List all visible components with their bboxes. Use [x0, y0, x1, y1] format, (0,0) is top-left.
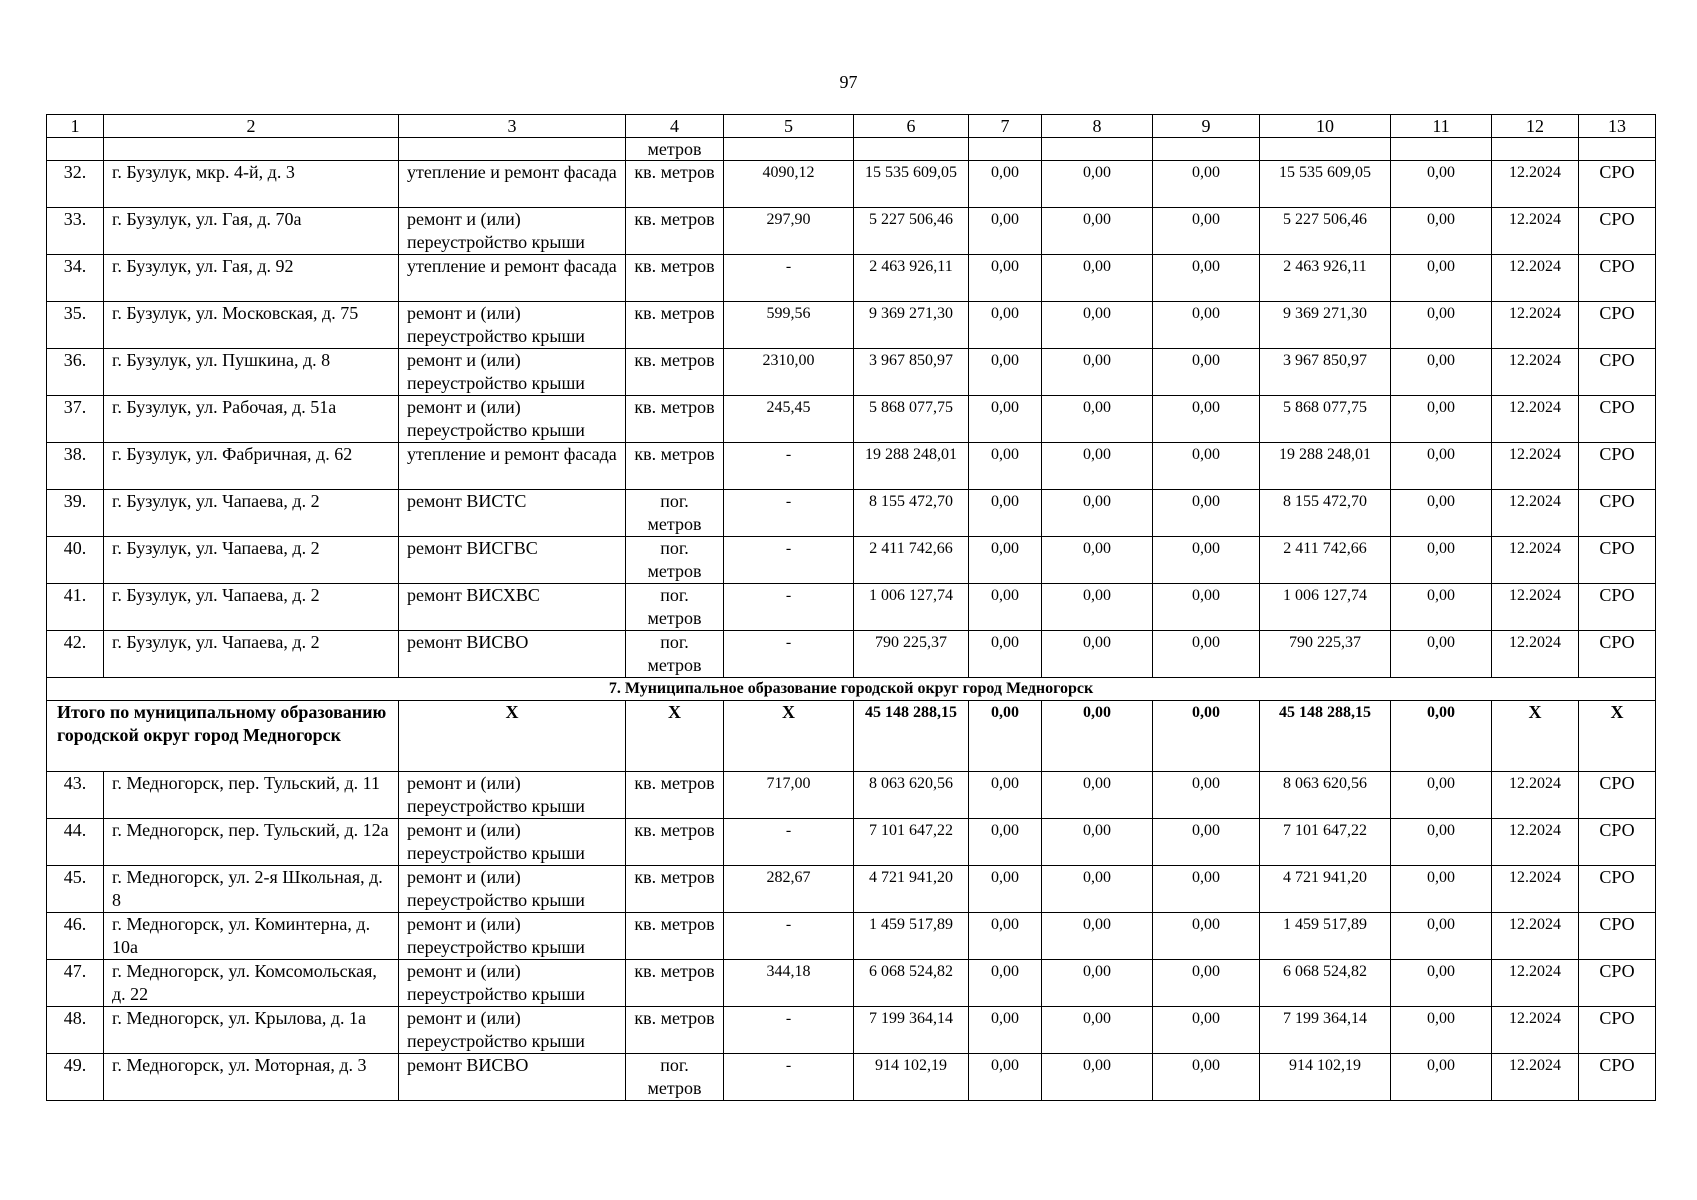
method-cell: СРО — [1579, 1007, 1656, 1054]
area-cell: - — [724, 631, 854, 678]
fund-cost-cell: 8 155 472,70 — [1260, 490, 1391, 537]
fund-cost-cell: 2 463 926,11 — [1260, 255, 1391, 302]
header-cell: 4 — [626, 115, 724, 138]
value-cell: 0,00 — [1391, 913, 1492, 960]
address-cell: г. Бузулук, ул. Пушкина, д. 8 — [104, 349, 399, 396]
fund-cost-cell: 3 967 850,97 — [1260, 349, 1391, 396]
total-cost-cell: 7 101 647,22 — [854, 819, 969, 866]
area-cell: 599,56 — [724, 302, 854, 349]
value-cell: 0,00 — [1042, 490, 1153, 537]
value-cell: 0,00 — [1042, 772, 1153, 819]
method-cell: СРО — [1579, 443, 1656, 490]
unit-cell: кв. метров — [626, 349, 724, 396]
area-cell: - — [724, 1054, 854, 1101]
value-cell: 0,00 — [1042, 631, 1153, 678]
value-cell: 0,00 — [1153, 537, 1260, 584]
unit-cell: кв. метров — [626, 208, 724, 255]
unit-cell: кв. метров — [626, 255, 724, 302]
fund-cost-cell: 1 006 127,74 — [1260, 584, 1391, 631]
area-cell: - — [724, 255, 854, 302]
value-cell: 0,00 — [969, 349, 1042, 396]
total-value-cell: 0,00 — [969, 701, 1042, 772]
header-cell: 11 — [1391, 115, 1492, 138]
table-row — [47, 302, 1656, 349]
total-x-cell: X — [626, 701, 724, 772]
value-cell: 0,00 — [969, 913, 1042, 960]
work-type-cell: ремонт и (или) переустройство крыши — [399, 960, 626, 1007]
value-cell: 0,00 — [969, 819, 1042, 866]
address-cell: г. Медногорск, ул. Крылова, д. 1а — [104, 1007, 399, 1054]
address-cell: г. Бузулук, ул. Фабричная, д. 62 — [104, 443, 399, 490]
table-row — [47, 396, 1656, 443]
section-title: 7. Муниципальное образование городской округ город Медногорск — [47, 678, 1656, 701]
fund-cost-cell: 5 868 077,75 — [1260, 396, 1391, 443]
row-number: 46. — [47, 913, 104, 960]
method-cell: СРО — [1579, 819, 1656, 866]
method-cell: СРО — [1579, 584, 1656, 631]
method-cell: СРО — [1579, 960, 1656, 1007]
table-row — [47, 1007, 1656, 1054]
value-cell: 0,00 — [1042, 960, 1153, 1007]
unit-cell: кв. метров — [626, 1007, 724, 1054]
area-cell: 344,18 — [724, 960, 854, 1007]
fund-cost-cell: 914 102,19 — [1260, 1054, 1391, 1101]
value-cell: 0,00 — [1042, 1007, 1153, 1054]
completion-date-cell: 12.2024 — [1492, 631, 1579, 678]
address-cell: г. Медногорск, ул. Комсомольская, д. 22 — [104, 960, 399, 1007]
value-cell: 0,00 — [969, 772, 1042, 819]
value-cell: 0,00 — [1153, 866, 1260, 913]
unit-cell: кв. метров — [626, 960, 724, 1007]
header-cell: 8 — [1042, 115, 1153, 138]
table-row — [47, 866, 1656, 913]
unit-cell: пог. метров — [626, 631, 724, 678]
total-cost-cell: 15 535 609,05 — [854, 161, 969, 208]
completion-date-cell: 12.2024 — [1492, 960, 1579, 1007]
value-cell: 0,00 — [1391, 443, 1492, 490]
table-row — [47, 584, 1656, 631]
table-row — [47, 772, 1656, 819]
total-cost-cell: 9 369 271,30 — [854, 302, 969, 349]
total-cost-cell: 2 463 926,11 — [854, 255, 969, 302]
table-row — [47, 255, 1656, 302]
continuation-row — [47, 138, 1656, 161]
header-cell: 1 — [47, 115, 104, 138]
address-cell: г. Медногорск, пер. Тульский, д. 11 — [104, 772, 399, 819]
value-cell: 0,00 — [969, 584, 1042, 631]
value-cell: 0,00 — [1391, 396, 1492, 443]
method-cell: СРО — [1579, 161, 1656, 208]
value-cell: 0,00 — [1391, 349, 1492, 396]
unit-cell: пог. метров — [626, 490, 724, 537]
table-row — [47, 537, 1656, 584]
value-cell: 0,00 — [969, 866, 1042, 913]
total-cost-cell: 914 102,19 — [854, 1054, 969, 1101]
completion-date-cell: 12.2024 — [1492, 913, 1579, 960]
value-cell: 0,00 — [969, 537, 1042, 584]
fund-cost-cell: 8 063 620,56 — [1260, 772, 1391, 819]
total-cost-cell: 1 459 517,89 — [854, 913, 969, 960]
method-cell: СРО — [1579, 302, 1656, 349]
completion-date-cell: 12.2024 — [1492, 772, 1579, 819]
value-cell: 0,00 — [1153, 772, 1260, 819]
value-cell: 0,00 — [1153, 631, 1260, 678]
table-row — [47, 490, 1656, 537]
header-cell: 2 — [104, 115, 399, 138]
area-cell: 245,45 — [724, 396, 854, 443]
header-cell: 9 — [1153, 115, 1260, 138]
total-cost-cell: 2 411 742,66 — [854, 537, 969, 584]
total-cost-cell: 5 868 077,75 — [854, 396, 969, 443]
total-cost-cell: 1 006 127,74 — [854, 584, 969, 631]
table-row — [47, 161, 1656, 208]
method-cell: СРО — [1579, 490, 1656, 537]
completion-date-cell: 12.2024 — [1492, 443, 1579, 490]
method-cell: СРО — [1579, 772, 1656, 819]
value-cell: 0,00 — [969, 1054, 1042, 1101]
value-cell: 0,00 — [1042, 584, 1153, 631]
work-type-cell: утепление и ремонт фасада — [399, 443, 626, 490]
area-cell: 717,00 — [724, 772, 854, 819]
section-heading-row — [47, 678, 1656, 701]
unit-cell: кв. метров — [626, 396, 724, 443]
value-cell: 0,00 — [1153, 1054, 1260, 1101]
row-number: 49. — [47, 1054, 104, 1101]
value-cell: 0,00 — [969, 255, 1042, 302]
area-cell: 297,90 — [724, 208, 854, 255]
total-label: Итого по муниципальному образованию городской округ город Медногорск — [47, 701, 399, 772]
value-cell: 0,00 — [1153, 584, 1260, 631]
work-type-cell: ремонт и (или) переустройство крыши — [399, 396, 626, 443]
row-number: 35. — [47, 302, 104, 349]
value-cell: 0,00 — [1042, 349, 1153, 396]
method-cell: СРО — [1579, 537, 1656, 584]
table-row — [47, 913, 1656, 960]
row-number: 40. — [47, 537, 104, 584]
work-type-cell: ремонт и (или) переустройство крыши — [399, 208, 626, 255]
address-cell: г. Бузулук, ул. Рабочая, д. 51а — [104, 396, 399, 443]
fund-cost-cell: 4 721 941,20 — [1260, 866, 1391, 913]
value-cell: 0,00 — [969, 443, 1042, 490]
unit-cell: кв. метров — [626, 819, 724, 866]
work-type-cell: ремонт и (или) переустройство крыши — [399, 866, 626, 913]
value-cell: 0,00 — [1042, 255, 1153, 302]
table-row — [47, 208, 1656, 255]
row-number: 42. — [47, 631, 104, 678]
fund-cost-cell: 15 535 609,05 — [1260, 161, 1391, 208]
capital-repair-table — [46, 114, 1656, 1101]
unit-cell: пог. метров — [626, 537, 724, 584]
completion-date-cell: 12.2024 — [1492, 866, 1579, 913]
value-cell: 0,00 — [1042, 443, 1153, 490]
completion-date-cell: 12.2024 — [1492, 584, 1579, 631]
total-x-cell: X — [724, 701, 854, 772]
total-fund-cell: 45 148 288,15 — [1260, 701, 1391, 772]
table-row — [47, 1054, 1656, 1101]
value-cell: 0,00 — [969, 302, 1042, 349]
total-cost-cell: 19 288 248,01 — [854, 443, 969, 490]
value-cell: 0,00 — [1391, 161, 1492, 208]
unit-cell: кв. метров — [626, 772, 724, 819]
address-cell: г. Бузулук, мкр. 4-й, д. 3 — [104, 161, 399, 208]
work-type-cell: ремонт ВИСХВС — [399, 584, 626, 631]
header-cell: 6 — [854, 115, 969, 138]
value-cell: 0,00 — [1153, 396, 1260, 443]
value-cell: 0,00 — [1391, 772, 1492, 819]
value-cell: 0,00 — [1153, 443, 1260, 490]
fund-cost-cell: 9 369 271,30 — [1260, 302, 1391, 349]
page-number: 97 — [839, 72, 858, 92]
area-cell: - — [724, 1007, 854, 1054]
unit-cell: кв. метров — [626, 443, 724, 490]
fund-cost-cell: 6 068 524,82 — [1260, 960, 1391, 1007]
municipal-total-row — [47, 701, 1656, 772]
completion-date-cell: 12.2024 — [1492, 537, 1579, 584]
completion-date-cell: 12.2024 — [1492, 1007, 1579, 1054]
address-cell: г. Медногорск, ул. Моторная, д. 3 — [104, 1054, 399, 1101]
work-type-cell: ремонт ВИСВО — [399, 631, 626, 678]
value-cell: 0,00 — [1042, 1054, 1153, 1101]
fund-cost-cell: 5 227 506,46 — [1260, 208, 1391, 255]
total-cost-cell: 8 063 620,56 — [854, 772, 969, 819]
row-number: 48. — [47, 1007, 104, 1054]
row-number: 39. — [47, 490, 104, 537]
unit-cell: кв. метров — [626, 302, 724, 349]
value-cell: 0,00 — [969, 490, 1042, 537]
area-cell: - — [724, 584, 854, 631]
total-cost-cell: 6 068 524,82 — [854, 960, 969, 1007]
row-number: 43. — [47, 772, 104, 819]
table-row — [47, 819, 1656, 866]
address-cell: г. Бузулук, ул. Чапаева, д. 2 — [104, 490, 399, 537]
unit-cell: кв. метров — [626, 866, 724, 913]
total-cost-cell: 3 967 850,97 — [854, 349, 969, 396]
total-cost-cell: 8 155 472,70 — [854, 490, 969, 537]
unit-cell: пог. метров — [626, 1054, 724, 1101]
value-cell: 0,00 — [1391, 584, 1492, 631]
total-value-cell: 0,00 — [1042, 701, 1153, 772]
total-cost-cell: 790 225,37 — [854, 631, 969, 678]
column-number-header — [47, 115, 1656, 138]
work-type-cell: ремонт ВИСГВС — [399, 537, 626, 584]
area-cell: 282,67 — [724, 866, 854, 913]
total-x-cell: X — [399, 701, 626, 772]
total-value-cell: 0,00 — [1391, 701, 1492, 772]
value-cell: 0,00 — [1153, 913, 1260, 960]
work-type-cell: ремонт и (или) переустройство крыши — [399, 1007, 626, 1054]
method-cell: СРО — [1579, 255, 1656, 302]
total-cost-cell: 45 148 288,15 — [854, 701, 969, 772]
value-cell: 0,00 — [1391, 819, 1492, 866]
value-cell: 0,00 — [969, 208, 1042, 255]
value-cell: 0,00 — [1153, 208, 1260, 255]
row-number: 33. — [47, 208, 104, 255]
work-type-cell: ремонт и (или) переустройство крыши — [399, 819, 626, 866]
value-cell: 0,00 — [1153, 349, 1260, 396]
value-cell: 0,00 — [1391, 1007, 1492, 1054]
completion-date-cell: 12.2024 — [1492, 161, 1579, 208]
header-cell: 12 — [1492, 115, 1579, 138]
area-cell: - — [724, 443, 854, 490]
row-number: 47. — [47, 960, 104, 1007]
method-cell: СРО — [1579, 1054, 1656, 1101]
table-row — [47, 631, 1656, 678]
address-cell: г. Бузулук, ул. Московская, д. 75 — [104, 302, 399, 349]
area-cell: - — [724, 537, 854, 584]
header-cell: 13 — [1579, 115, 1656, 138]
row-number: 38. — [47, 443, 104, 490]
header-cell: 5 — [724, 115, 854, 138]
area-cell: - — [724, 913, 854, 960]
work-type-cell: ремонт и (или) переустройство крыши — [399, 349, 626, 396]
unit-cell: метров — [626, 138, 724, 161]
address-cell: г. Бузулук, ул. Чапаева, д. 2 — [104, 584, 399, 631]
unit-cell: кв. метров — [626, 913, 724, 960]
value-cell: 0,00 — [1042, 208, 1153, 255]
fund-cost-cell: 19 288 248,01 — [1260, 443, 1391, 490]
unit-cell: пог. метров — [626, 584, 724, 631]
total-cost-cell: 4 721 941,20 — [854, 866, 969, 913]
value-cell: 0,00 — [1153, 960, 1260, 1007]
work-type-cell: ремонт ВИСТС — [399, 490, 626, 537]
value-cell: 0,00 — [1391, 1054, 1492, 1101]
value-cell: 0,00 — [1391, 255, 1492, 302]
area-cell: 4090,12 — [724, 161, 854, 208]
address-cell: г. Бузулук, ул. Чапаева, д. 2 — [104, 631, 399, 678]
work-type-cell: утепление и ремонт фасада — [399, 161, 626, 208]
address-cell: г. Медногорск, пер. Тульский, д. 12а — [104, 819, 399, 866]
value-cell: 0,00 — [969, 161, 1042, 208]
value-cell: 0,00 — [1153, 255, 1260, 302]
value-cell: 0,00 — [1153, 302, 1260, 349]
area-cell: - — [724, 819, 854, 866]
area-cell: - — [724, 490, 854, 537]
row-number: 41. — [47, 584, 104, 631]
value-cell: 0,00 — [1042, 866, 1153, 913]
completion-date-cell: 12.2024 — [1492, 490, 1579, 537]
value-cell: 0,00 — [1042, 537, 1153, 584]
value-cell: 0,00 — [1391, 537, 1492, 584]
value-cell: 0,00 — [1153, 161, 1260, 208]
completion-date-cell: 12.2024 — [1492, 302, 1579, 349]
method-cell: СРО — [1579, 866, 1656, 913]
table-row — [47, 443, 1656, 490]
fund-cost-cell: 2 411 742,66 — [1260, 537, 1391, 584]
table-row — [47, 960, 1656, 1007]
total-cost-cell: 5 227 506,46 — [854, 208, 969, 255]
value-cell: 0,00 — [1391, 631, 1492, 678]
completion-date-cell: 12.2024 — [1492, 1054, 1579, 1101]
method-cell: СРО — [1579, 913, 1656, 960]
work-type-cell: ремонт ВИСВО — [399, 1054, 626, 1101]
value-cell: 0,00 — [1391, 490, 1492, 537]
value-cell: 0,00 — [969, 631, 1042, 678]
value-cell: 0,00 — [1153, 1007, 1260, 1054]
completion-date-cell: 12.2024 — [1492, 349, 1579, 396]
row-number: 36. — [47, 349, 104, 396]
work-type-cell: утепление и ремонт фасада — [399, 255, 626, 302]
completion-date-cell: 12.2024 — [1492, 208, 1579, 255]
value-cell: 0,00 — [969, 396, 1042, 443]
header-cell: 10 — [1260, 115, 1391, 138]
value-cell: 0,00 — [1042, 913, 1153, 960]
value-cell: 0,00 — [1153, 819, 1260, 866]
total-x-cell: X — [1579, 701, 1656, 772]
value-cell: 0,00 — [1153, 490, 1260, 537]
method-cell: СРО — [1579, 208, 1656, 255]
address-cell: г. Бузулук, ул. Чапаева, д. 2 — [104, 537, 399, 584]
value-cell: 0,00 — [1042, 161, 1153, 208]
completion-date-cell: 12.2024 — [1492, 255, 1579, 302]
value-cell: 0,00 — [969, 960, 1042, 1007]
value-cell: 0,00 — [1391, 208, 1492, 255]
header-cell: 3 — [399, 115, 626, 138]
value-cell: 0,00 — [1042, 396, 1153, 443]
method-cell: СРО — [1579, 631, 1656, 678]
address-cell: г. Бузулук, ул. Гая, д. 92 — [104, 255, 399, 302]
completion-date-cell: 12.2024 — [1492, 819, 1579, 866]
work-type-cell: ремонт и (или) переустройство крыши — [399, 913, 626, 960]
address-cell: г. Бузулук, ул. Гая, д. 70а — [104, 208, 399, 255]
work-type-cell: ремонт и (или) переустройство крыши — [399, 772, 626, 819]
value-cell: 0,00 — [1391, 960, 1492, 1007]
value-cell: 0,00 — [1391, 866, 1492, 913]
total-x-cell: X — [1492, 701, 1579, 772]
row-number: 34. — [47, 255, 104, 302]
value-cell: 0,00 — [1391, 302, 1492, 349]
header-cell: 7 — [969, 115, 1042, 138]
area-cell: 2310,00 — [724, 349, 854, 396]
unit-cell: кв. метров — [626, 161, 724, 208]
completion-date-cell: 12.2024 — [1492, 396, 1579, 443]
total-cost-cell: 7 199 364,14 — [854, 1007, 969, 1054]
total-value-cell: 0,00 — [1153, 701, 1260, 772]
value-cell: 0,00 — [1042, 819, 1153, 866]
address-cell: г. Медногорск, ул. Коминтерна, д. 10а — [104, 913, 399, 960]
method-cell: СРО — [1579, 349, 1656, 396]
row-number: 45. — [47, 866, 104, 913]
fund-cost-cell: 790 225,37 — [1260, 631, 1391, 678]
fund-cost-cell: 1 459 517,89 — [1260, 913, 1391, 960]
fund-cost-cell: 7 199 364,14 — [1260, 1007, 1391, 1054]
row-number: 37. — [47, 396, 104, 443]
fund-cost-cell: 7 101 647,22 — [1260, 819, 1391, 866]
method-cell: СРО — [1579, 396, 1656, 443]
value-cell: 0,00 — [969, 1007, 1042, 1054]
row-number: 44. — [47, 819, 104, 866]
value-cell: 0,00 — [1042, 302, 1153, 349]
table-row — [47, 349, 1656, 396]
row-number: 32. — [47, 161, 104, 208]
work-type-cell: ремонт и (или) переустройство крыши — [399, 302, 626, 349]
address-cell: г. Медногорск, ул. 2-я Школьная, д. 8 — [104, 866, 399, 913]
